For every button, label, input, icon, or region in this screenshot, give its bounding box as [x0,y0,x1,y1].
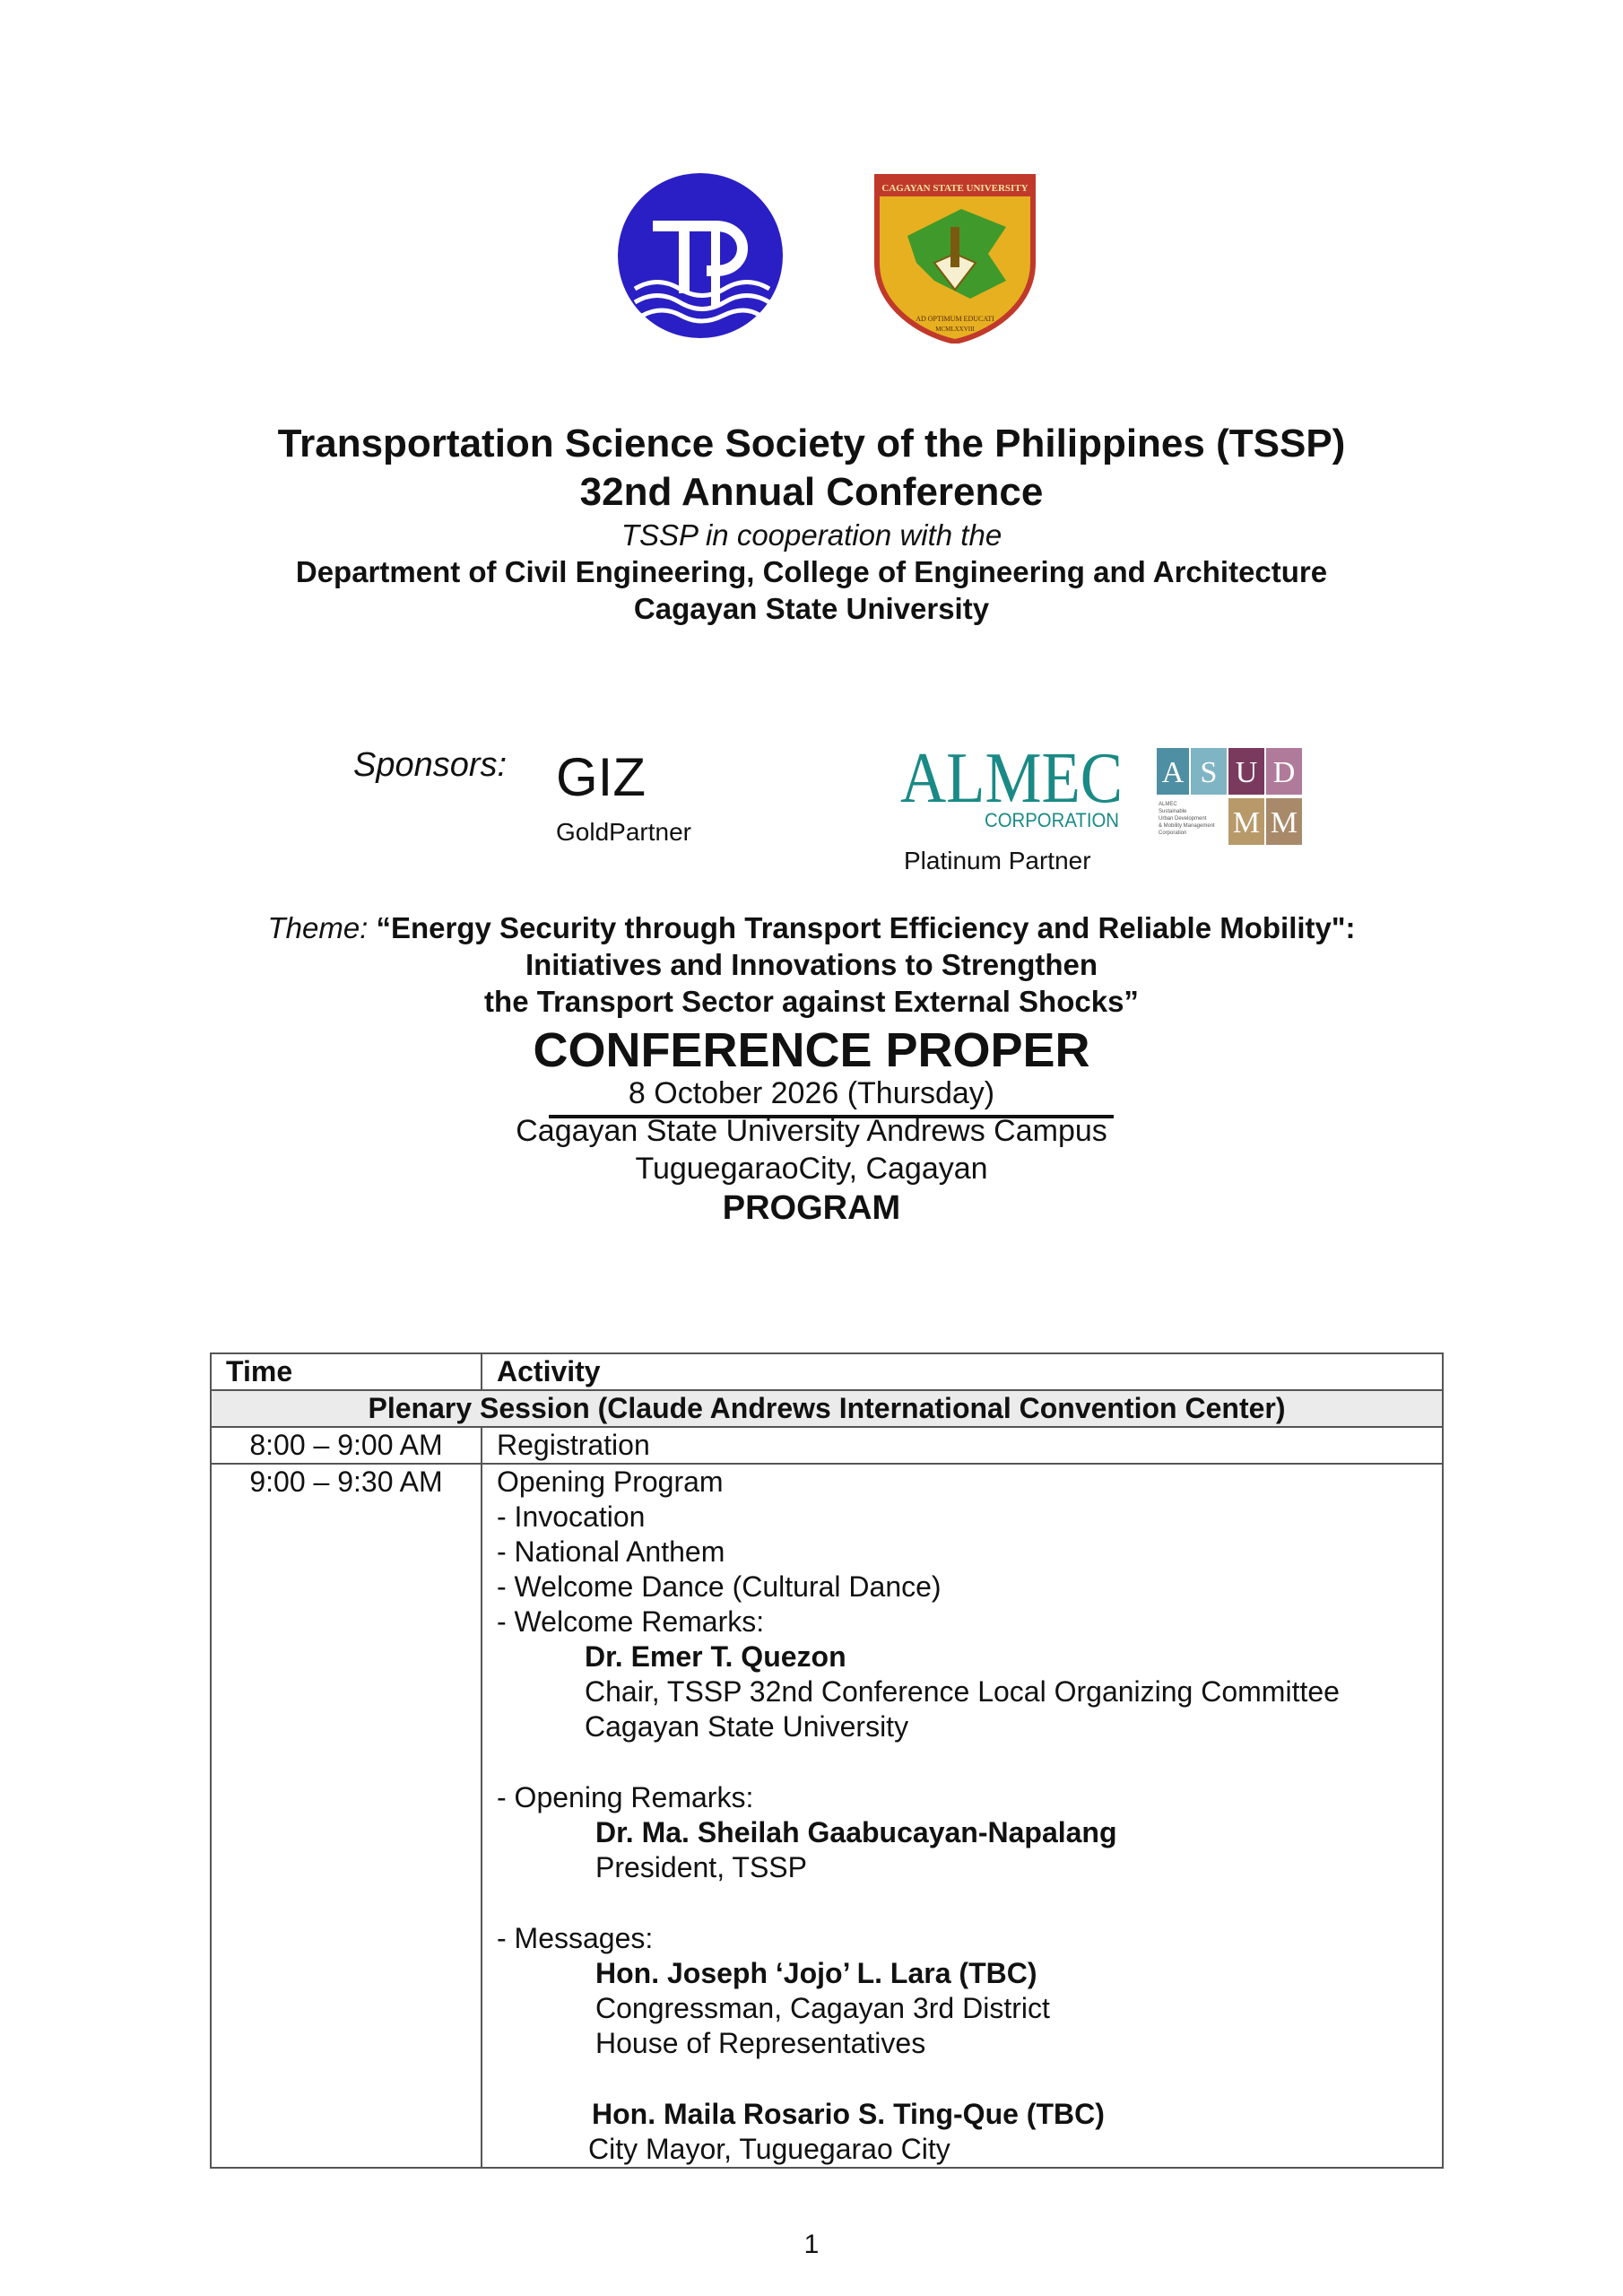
theme-label: Theme: [267,911,369,944]
list-item: - Welcome Dance (Cultural Dance) [497,1570,942,1603]
speaker-role: President, TSSP [595,1851,807,1883]
speaker-org: House of Representatives [595,2027,926,2059]
conference-subtitle: 32nd Annual Conference [579,470,1044,514]
list-item: - Welcome Remarks: [497,1605,765,1638]
asud-caption-4: & Mobility Management [1159,823,1215,829]
program-heading: PROGRAM [722,1189,901,1227]
session-row [211,1390,1443,1427]
asud-cell-d: D [1272,756,1296,789]
theme-line-1 [0,911,1623,945]
list-item: - Invocation [497,1500,646,1533]
header-activity: Activity [482,1353,1443,1390]
asud-logo-icon [1157,748,1354,847]
asud-caption-5: Corporation [1159,831,1187,836]
speaker-name: Dr. Emer T. Quezon [585,1640,846,1673]
page-number: 1 [803,2230,820,2259]
speaker-org: Cagayan State University [585,1710,909,1743]
header-time: Time [211,1353,482,1390]
asud-cell-u: U [1235,756,1258,789]
conference-date: 8 October 2026 (Thursday) [628,1076,995,1110]
asud-cell-m2: M [1270,806,1298,839]
program-table [210,1352,1444,2169]
speaker-role: City Mayor, Tuguegarao City [588,2133,950,2165]
session-title: Plenary Session (Claude Andrews International Convention Center) [211,1390,1443,1427]
csu-seal-icon [872,173,1038,344]
table-row [211,1427,1443,1464]
giz-sponsor-name: GIZ [556,747,646,807]
row-time: 8:00 – 9:00 AM [211,1427,482,1464]
theme-text-1: “Energy Security through Transport Efficiency and Reliable Mobility": [376,911,1356,944]
list-item: - National Anthem [497,1535,725,1568]
row-activity: Registration [482,1427,1443,1464]
giz-sponsor-tier: GoldPartner [556,818,691,846]
speaker-name: Dr. Ma. Sheilah Gaabucayan-Napalang [595,1816,1117,1848]
conference-venue: Cagayan State University Andrews Campus [516,1114,1107,1148]
row-time: 9:00 – 9:30 AM [211,1464,482,2168]
speaker-role: Chair, TSSP 32nd Conference Local Organizing Committee [585,1675,1340,1708]
table-row [211,1464,1443,2168]
asud-caption-2: Sustainable [1159,809,1187,814]
asud-caption-1: ALMEC [1159,802,1177,807]
asud-cell-m1: M [1232,806,1261,839]
csu-seal-text: CAGAYAN STATE UNIVERSITY [881,183,1028,194]
almec-logo-subtext: CORPORATION [985,809,1119,831]
row-activity [482,1464,1443,2168]
asud-caption-3: Urban Development [1159,816,1207,822]
university-line: Cagayan State University [633,592,990,625]
asud-cell-a: A [1161,756,1185,789]
opening-program: Opening Program [497,1465,724,1498]
asud-cell-s: S [1200,756,1218,789]
speaker-name: Hon. Maila Rosario S. Ting-Que (TBC) [592,2098,1105,2130]
sponsors-label: Sponsors: [353,746,508,784]
almec-logo-icon [900,741,1124,831]
theme-line-3: the Transport Sector against External Shocks” [484,985,1139,1018]
list-item: - Opening Remarks: [497,1781,754,1813]
department-line: Department of Civil Engineering, College of Engineering and Architecture [295,555,1328,588]
table-header-row [211,1353,1443,1390]
spacer [497,2061,1442,2097]
theme-line-2: Initiatives and Innovations to Strengthen [525,948,1098,981]
almec-sponsor-tier: Platinum Partner [904,847,1091,874]
conference-city: TuguegaraoCity, Cagayan [635,1152,988,1186]
conference-title: Transportation Science Society of the Philippines (TSSP) [277,422,1346,465]
cooperation-line: TSSP in cooperation with the [621,518,1002,552]
speaker-role: Congressman, Cagayan 3rd District [595,1992,1050,2024]
spacer [497,1885,1442,1921]
list-item: - Messages: [497,1922,654,1954]
almec-logo-text: ALMEC [900,741,1123,818]
conference-proper-heading: CONFERENCE PROPER [533,1023,1090,1077]
csu-motto: AD OPTIMUM EDUCATI [916,315,994,323]
csu-year: MCMLXXVIII [935,326,975,333]
tssp-logo-icon [617,172,784,339]
speaker-name: Hon. Joseph ‘Jojo’ L. Lara (TBC) [595,1957,1037,1989]
spacer [497,1744,1442,1780]
